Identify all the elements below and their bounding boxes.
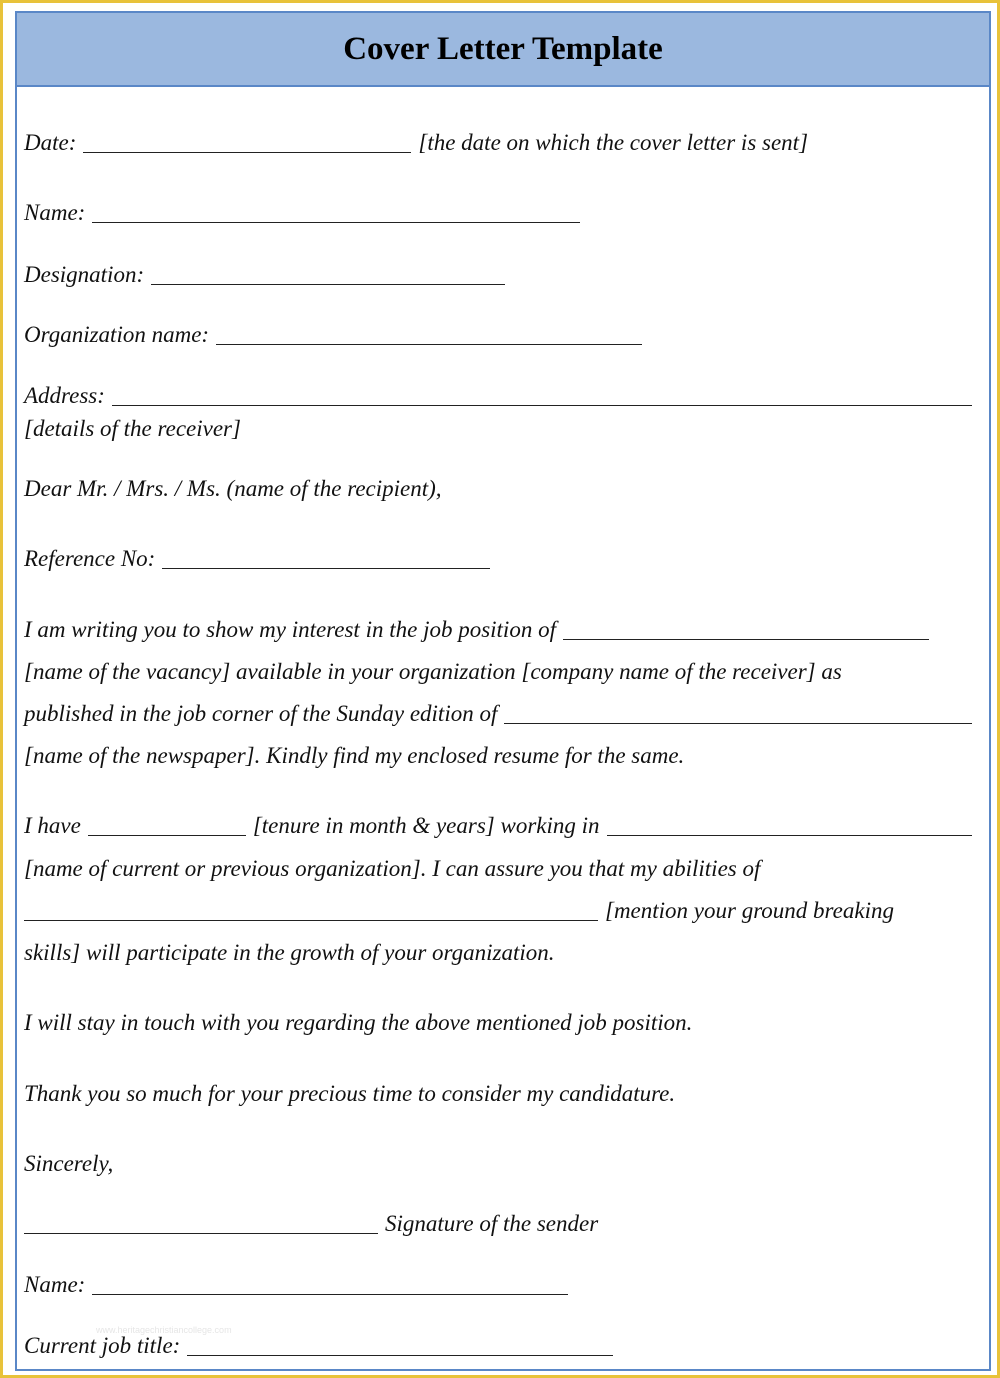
para4-text: Thank you so much for your precious time to consider my candidature.	[24, 1081, 676, 1106]
sender-name-field[interactable]	[92, 1293, 568, 1295]
para2-text-3: [mention your ground breaking	[605, 898, 894, 923]
designation-field[interactable]	[151, 283, 505, 285]
page-title: Cover Letter Template	[343, 30, 663, 67]
address-row	[24, 383, 972, 409]
para1-line4	[24, 743, 972, 769]
closing-row	[24, 1151, 972, 1177]
job-title-field[interactable]	[187, 1354, 613, 1356]
para1-text-4: [name of the newspaper]. Kindly find my enclosed resume for the same.	[24, 743, 685, 768]
para1-line3	[24, 701, 972, 727]
sender-name-row	[24, 1272, 972, 1298]
signature-field[interactable]	[24, 1232, 378, 1234]
job-title-row	[24, 1333, 972, 1359]
tenure-field[interactable]	[88, 834, 246, 836]
para1-text-2: [name of the vacancy] available in your organization [company name of the receiver] as	[24, 659, 842, 684]
job-title-label: Current job title:	[24, 1333, 181, 1358]
designation-row	[24, 262, 972, 288]
address-hint: [details of the receiver]	[24, 416, 241, 441]
para2-line2	[24, 856, 972, 882]
para1-text-3: published in the job corner of the Sunday edition of	[24, 701, 498, 726]
title-banner	[17, 13, 989, 87]
salutation-row	[24, 476, 972, 502]
organization-field[interactable]	[216, 343, 642, 345]
para2-line4	[24, 940, 972, 966]
newspaper-field[interactable]	[504, 722, 972, 724]
organization-worked-field[interactable]	[607, 834, 972, 836]
reference-field[interactable]	[162, 567, 490, 569]
signature-hint: Signature of the sender	[385, 1211, 599, 1236]
designation-label: Designation:	[24, 262, 145, 287]
para3-row	[24, 1010, 972, 1036]
para1-line1	[24, 617, 972, 643]
watermark: www.heritagechristiancollege.com	[96, 1325, 232, 1335]
para2-text-1b: [tenure in month & years] working in	[252, 813, 600, 838]
reference-label: Reference No:	[24, 546, 156, 571]
abilities-field[interactable]	[24, 919, 598, 921]
date-row	[24, 130, 972, 156]
name-label: Name:	[24, 200, 86, 225]
para4-row	[24, 1081, 972, 1107]
sender-name-label: Name:	[24, 1272, 86, 1297]
para2-line3	[24, 898, 972, 924]
address-field[interactable]	[112, 404, 972, 406]
para2-text-1a: I have	[24, 813, 81, 838]
reference-row	[24, 546, 972, 572]
job-position-field[interactable]	[563, 638, 929, 640]
para3-text: I will stay in touch with you regarding the above mentioned job position.	[24, 1010, 693, 1035]
organization-label: Organization name:	[24, 322, 210, 347]
closing-text: Sincerely,	[24, 1151, 114, 1176]
para2-text-4: skills] will participate in the growth of your organization.	[24, 940, 555, 965]
para2-text-2: [name of current or previous organization]. I can assure you that my abilities of	[24, 856, 761, 881]
date-field[interactable]	[83, 151, 411, 153]
date-hint: [the date on which the cover letter is sent]	[418, 130, 809, 155]
date-label: Date:	[24, 130, 77, 155]
para2-line1	[24, 813, 972, 839]
address-hint-row	[24, 416, 972, 442]
para1-text-1: I am writing you to show my interest in the job position of	[24, 617, 556, 642]
signature-row	[24, 1211, 972, 1237]
para1-line2	[24, 659, 972, 685]
address-label: Address:	[24, 383, 105, 408]
name-row	[24, 200, 972, 226]
organization-row	[24, 322, 972, 348]
name-field[interactable]	[92, 221, 580, 223]
salutation: Dear Mr. / Mrs. / Ms. (name of the recipient),	[24, 476, 442, 501]
